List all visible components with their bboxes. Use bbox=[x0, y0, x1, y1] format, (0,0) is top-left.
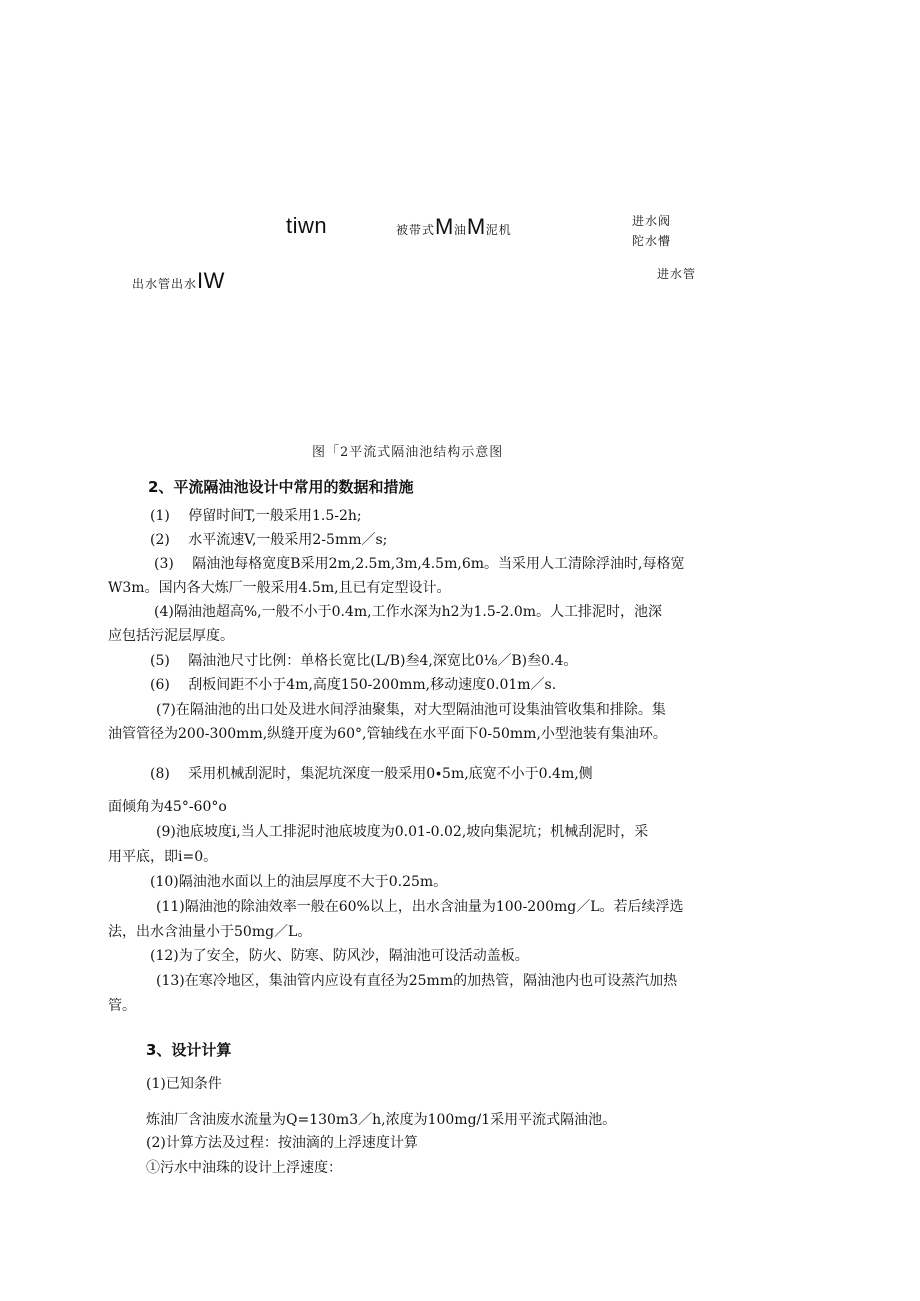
known-conditions-title: (1)已知条件 bbox=[146, 1076, 222, 1092]
known-conditions-text: 炼油厂含油废水流量为Q=130m3／h,浓度为100mg/1采用平流式隔油池。 bbox=[146, 1112, 617, 1128]
figure-label-machine-m1: M bbox=[435, 214, 454, 239]
figure-label-outlet-pre: 出水管出水 bbox=[132, 277, 198, 291]
figure-caption: 图「2平流式隔油池结构示意图 bbox=[312, 445, 504, 460]
item-5: (5) 隔油池尺寸比例：单格长宽比(L/B)叁4,深宽比0⅛／B)叁0.4。 bbox=[150, 653, 578, 669]
item-13-line1: (13)在寒冷地区，集油管内应设有直径为25mm的加热管，隔油池内也可设蒸汽加热 bbox=[156, 973, 678, 989]
section3-heading: 3、设计计算 bbox=[146, 1041, 232, 1059]
item-3-line2: W3m。国内各大炼厂一般采用4.5m,且已有定型设计。 bbox=[108, 580, 451, 596]
item-4-line1: (4)隔油池超高%,一般不小于0.4m,工作水深为h2为1.5-2.0m。人工排泥时，池深 bbox=[154, 604, 663, 620]
item-7-line2: 油管管径为200-300mm,纵缝开度为60°,管轴线在水平面下0-50mm,小型池装有集油环。 bbox=[108, 726, 667, 742]
figure-label-machine-mid: 油 bbox=[453, 223, 467, 237]
step-1: ①污水中油珠的设计上浮速度： bbox=[146, 1160, 342, 1176]
figure-label-machine-post: 泥机 bbox=[485, 223, 512, 237]
figure-label-outlet bbox=[132, 268, 225, 294]
figure-label-tiwn: tiwn bbox=[286, 213, 328, 238]
item-12: (12)为了安全，防火、防寒、防风沙，隔油池可设活动盖板。 bbox=[150, 948, 529, 964]
item-1: (1) 停留时间T,一般采用1.5-2h; bbox=[150, 508, 362, 524]
item-2: (2) 水平流速V,一般采用2-5mm／s; bbox=[150, 532, 388, 548]
figure-label-machine-m2: M bbox=[466, 214, 486, 239]
item-8-line1: (8) 采用机械刮泥时，集泥坑深度一般采用0∙5m,底宽不小于0.4m,侧 bbox=[150, 766, 593, 782]
item-4-line2: 应包括污泥层厚度。 bbox=[108, 628, 234, 644]
figure-label-machine-pre: 被带式 bbox=[396, 223, 436, 237]
figure-label-inlet-valve: 进水阀 bbox=[632, 214, 672, 228]
item-10: (10)隔油池水面以上的油层厚度不大于0.25m。 bbox=[150, 874, 448, 890]
calculation-method: (2)计算方法及过程：按油滴的上浮速度计算 bbox=[146, 1135, 418, 1151]
item-7-line1: (7)在隔油池的出口处及进水间浮油聚集，对大型隔油池可设集油管收集和排除。集 bbox=[156, 702, 666, 718]
section2-heading: 2、平流隔油池设计中常用的数据和措施 bbox=[148, 478, 414, 496]
figure-label-machine bbox=[396, 214, 512, 240]
item-13-line2: 管。 bbox=[108, 998, 136, 1014]
item-6: (6) 刮板间距不小于4m,高度150-200mm,移动速度0.01m／s. bbox=[150, 677, 557, 693]
item-3-line1: (3) 隔油池每格宽度B采用2m,2.5m,3m,4.5m,6m。当采用人工清除浮油时,每格宽 bbox=[154, 556, 685, 572]
figure-label-inlet-pipe: 进水管 bbox=[657, 267, 697, 281]
item-9-line1: (9)池底坡度i,当人工排泥时池底坡度为0.01-0.02,坡向集泥坑；机械刮泥时，采 bbox=[156, 824, 649, 840]
figure-label-outlet-big: IW bbox=[197, 268, 225, 293]
item-11-line1: (11)隔油池的除油效率一般在60%以上，出水含油量为100-200mg／L。若后续浮选 bbox=[156, 899, 684, 915]
item-9-line2: 用平底，即i=0。 bbox=[108, 849, 218, 865]
item-11-line2: 法，出水含油量小于50mg／L。 bbox=[108, 924, 312, 940]
item-8-line2: 面倾角为45°-60°o bbox=[108, 799, 227, 815]
figure-label-outlet-trough: 陀水懵 bbox=[632, 234, 672, 248]
